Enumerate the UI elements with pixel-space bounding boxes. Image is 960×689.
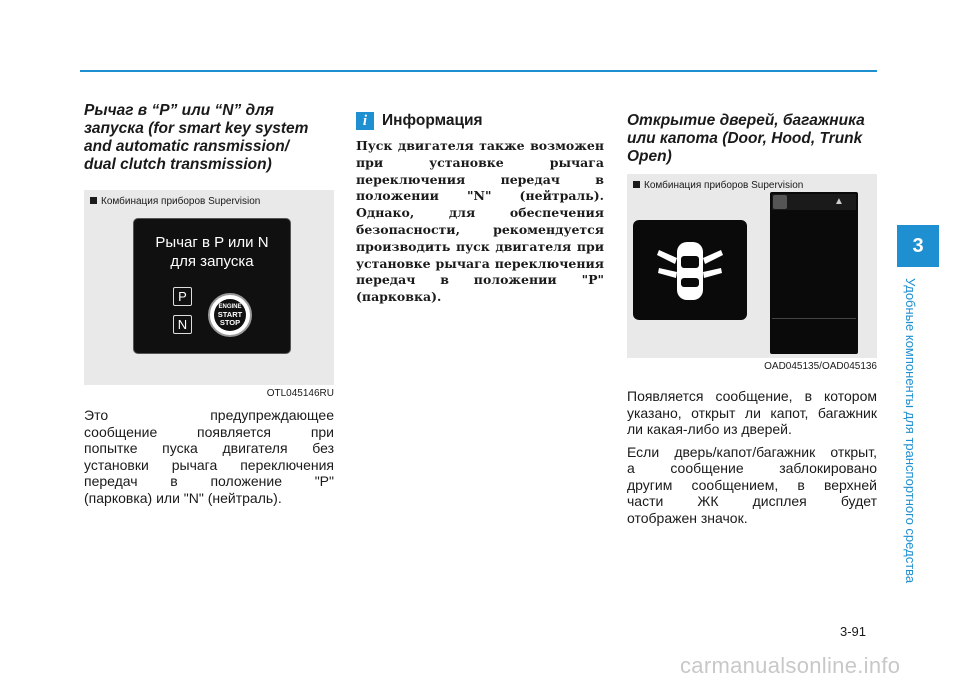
column-2 [356, 102, 604, 306]
gear-p-icon: P [173, 287, 192, 306]
info-line: установке рычага переключения [356, 255, 604, 271]
chapter-number-tab: 3 [897, 225, 939, 267]
start-button-text: STOP [219, 318, 241, 327]
screen-message [134, 233, 290, 271]
body-line: указано, открыт ли капот, багажник [627, 404, 877, 421]
cluster-screen [133, 218, 291, 354]
body-line: а сообщение заблокировано [627, 460, 877, 476]
info-line: при установке рычага [356, 154, 604, 170]
info-line: положении "N" (нейтраль). [356, 188, 604, 204]
heading-line: dual clutch transmission) [84, 156, 272, 173]
figure-code: OAD045135/OAD045136 [764, 361, 877, 372]
info-line: Однако, для обеспечения [356, 205, 604, 221]
screen-message-line: для запуска [170, 253, 254, 270]
heading-line: запуска (for smart key system [84, 120, 309, 137]
column-3 [627, 112, 877, 526]
figure-code: OTL045146RU [266, 388, 334, 399]
watermark: carmanualsonline.info [680, 653, 901, 678]
status-block-icon [773, 195, 787, 209]
screen-message-line: Рычаг в P или N [155, 234, 269, 251]
section-heading-door-open [627, 112, 877, 166]
cluster-panel [770, 192, 858, 354]
body-line: попытке пуска двигателя без [84, 440, 334, 456]
body-line: Это предупреждающее [84, 407, 334, 423]
heading-line: Открытие дверей, багажника [627, 112, 865, 129]
body-line: сообщение появляется при [84, 423, 334, 440]
body-line: Если дверь/капот/багажник открыт, [627, 443, 877, 460]
heading-line: или капота (Door, Hood, Trunk [627, 130, 863, 147]
figure-caption: Комбинация приборов Supervision [633, 180, 803, 191]
info-icon: i [356, 112, 374, 130]
info-title: Информация [382, 112, 483, 129]
figure-caption: Комбинация приборов Supervision [90, 196, 260, 207]
start-button-text: ENGINE [218, 304, 242, 310]
header-rule [80, 70, 877, 72]
door-indicator-icon: ▲ [834, 196, 844, 207]
figure-gear-warning [84, 190, 334, 385]
page-number: 3-91 [840, 624, 867, 639]
section-heading-gear-start [84, 102, 334, 174]
info-line: передач в положении "P" [356, 272, 604, 288]
body-line: отображен значок. [627, 509, 748, 526]
square-bullet-icon [633, 181, 640, 188]
car-doors-open-icon [633, 220, 747, 320]
gear-n-icon: N [173, 315, 192, 334]
info-line: переключения передач в [356, 171, 604, 187]
info-line: Пуск двигателя также возможен [356, 138, 604, 153]
info-header [356, 112, 604, 130]
info-line: производить пуск двигателя при [356, 238, 604, 254]
info-line: (парковка). [356, 289, 442, 305]
body-line: ли какая-либо из дверей. [627, 421, 792, 437]
panel-divider [772, 318, 856, 319]
start-button-text: START [217, 310, 243, 319]
body-line: (парковка) или "N" (нейтраль). [84, 489, 282, 506]
body-line: установки рычага переключения [84, 456, 334, 473]
heading-line: Рычаг в “P” или “N” для [84, 102, 274, 119]
door-open-screen [633, 220, 747, 320]
column-1 [84, 102, 334, 506]
body-line: части ЖК дисплея будет [627, 493, 877, 509]
body-line: передач в положение "P" [84, 473, 334, 489]
body-text [627, 388, 877, 526]
body-line: Появляется сообщение, в котором [627, 388, 877, 404]
heading-line: Open) [627, 148, 672, 165]
figure-door-open [627, 174, 877, 358]
body-line: другим сообщением, в верхней [627, 476, 877, 493]
engine-start-stop-icon [208, 293, 252, 337]
chapter-title: Удобные компоненты для транспортного средства [903, 278, 918, 584]
heading-line: and automatic ransmission/ [84, 138, 289, 155]
info-body [356, 138, 604, 306]
body-text [84, 407, 334, 506]
square-bullet-icon [90, 197, 97, 204]
info-line: безопасности, рекомендуется [356, 221, 604, 237]
